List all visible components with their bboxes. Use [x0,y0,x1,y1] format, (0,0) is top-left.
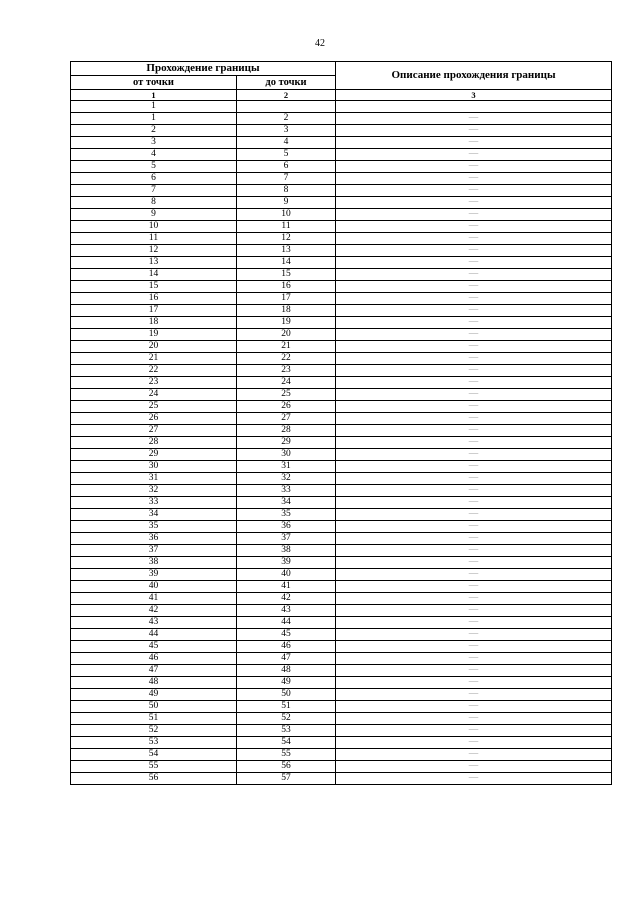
table-row [71,245,612,257]
table-row [71,533,612,545]
description-cell: — [336,353,612,365]
to-point-cell: 53 [237,725,336,737]
to-point-cell: 41 [237,581,336,593]
from-point-cell: 11 [71,233,237,245]
table-row [71,581,612,593]
description-cell: — [336,497,612,509]
from-point-cell: 38 [71,557,237,569]
from-point-cell: 7 [71,185,237,197]
to-point-cell: 43 [237,605,336,617]
table-row [71,497,612,509]
to-point-cell: 10 [237,209,336,221]
to-point-cell: 17 [237,293,336,305]
from-point-cell: 34 [71,509,237,521]
table-row [71,173,612,185]
description-cell: — [336,713,612,725]
header-from-point: от точки [71,76,237,90]
from-point-cell: 50 [71,701,237,713]
table-row [71,689,612,701]
from-point-cell: 36 [71,533,237,545]
description-cell: — [336,185,612,197]
table-row [71,113,612,125]
description-cell: — [336,281,612,293]
description-cell [336,101,612,113]
to-point-cell: 33 [237,485,336,497]
description-cell: — [336,365,612,377]
to-point-cell: 11 [237,221,336,233]
to-point-cell: 13 [237,245,336,257]
table-row [71,437,612,449]
table-row [71,773,612,785]
from-point-cell: 30 [71,461,237,473]
description-cell: — [336,425,612,437]
to-point-cell: 22 [237,353,336,365]
to-point-cell: 28 [237,425,336,437]
from-point-cell: 45 [71,641,237,653]
to-point-cell: 5 [237,149,336,161]
description-cell: — [336,485,612,497]
to-point-cell: 48 [237,665,336,677]
from-point-cell: 49 [71,689,237,701]
table-row [71,377,612,389]
from-point-cell: 37 [71,545,237,557]
description-cell: — [336,389,612,401]
table-row [71,749,612,761]
from-point-cell: 25 [71,401,237,413]
description-cell: — [336,257,612,269]
from-point-cell: 33 [71,497,237,509]
to-point-cell: 54 [237,737,336,749]
table-row [71,137,612,149]
to-point-cell: 7 [237,173,336,185]
from-point-cell: 9 [71,209,237,221]
from-point-cell: 18 [71,317,237,329]
to-point-cell: 36 [237,521,336,533]
table-row [71,509,612,521]
table-row [71,677,612,689]
from-point-cell: 24 [71,389,237,401]
to-point-cell: 32 [237,473,336,485]
description-cell: — [336,413,612,425]
table-row [71,521,612,533]
from-point-cell: 12 [71,245,237,257]
description-cell: — [336,209,612,221]
from-point-cell: 5 [71,161,237,173]
header-boundary-description: Описание прохождения границы [336,62,612,90]
description-cell: — [336,233,612,245]
from-point-cell: 52 [71,725,237,737]
from-point-cell: 20 [71,341,237,353]
table-row [71,665,612,677]
from-point-cell: 40 [71,581,237,593]
to-point-cell: 12 [237,233,336,245]
from-point-cell: 31 [71,473,237,485]
from-point-cell: 29 [71,449,237,461]
to-point-cell: 25 [237,389,336,401]
table-row [71,305,612,317]
table-row [71,761,612,773]
description-cell: — [336,149,612,161]
description-cell: — [336,245,612,257]
table-row [71,221,612,233]
description-cell: — [336,341,612,353]
to-point-cell: 49 [237,677,336,689]
to-point-cell: 20 [237,329,336,341]
description-cell: — [336,401,612,413]
description-cell: — [336,377,612,389]
description-cell: — [336,773,612,785]
table-body [71,101,612,785]
to-point-cell: 52 [237,713,336,725]
to-point-cell: 19 [237,317,336,329]
description-cell: — [336,557,612,569]
to-point-cell: 47 [237,653,336,665]
description-cell: — [336,641,612,653]
table-row [71,149,612,161]
to-point-cell: 50 [237,689,336,701]
from-point-cell: 2 [71,125,237,137]
column-number-row [71,90,612,101]
table-row [71,257,612,269]
table-row [71,425,612,437]
from-point-cell: 14 [71,269,237,281]
from-point-cell: 1 [71,101,237,113]
description-cell: — [336,221,612,233]
from-point-cell: 1 [71,113,237,125]
description-cell: — [336,317,612,329]
description-cell: — [336,449,612,461]
from-point-cell: 27 [71,425,237,437]
to-point-cell: 14 [237,257,336,269]
from-point-cell: 10 [71,221,237,233]
description-cell: — [336,545,612,557]
description-cell: — [336,677,612,689]
to-point-cell: 37 [237,533,336,545]
to-point-cell: 9 [237,197,336,209]
to-point-cell: 23 [237,365,336,377]
table-row [71,365,612,377]
from-point-cell: 39 [71,569,237,581]
table-row [71,593,612,605]
to-point-cell: 51 [237,701,336,713]
description-cell: — [336,329,612,341]
description-cell: — [336,437,612,449]
to-point-cell: 4 [237,137,336,149]
from-point-cell: 46 [71,653,237,665]
description-cell: — [336,137,612,149]
to-point-cell: 3 [237,125,336,137]
header-boundary-passage: Прохождение границы [71,62,336,76]
description-cell: — [336,161,612,173]
table-row [71,353,612,365]
to-point-cell: 39 [237,557,336,569]
from-point-cell: 47 [71,665,237,677]
description-cell: — [336,593,612,605]
column-number: 2 [237,90,336,101]
from-point-cell: 41 [71,593,237,605]
table-row [71,101,612,113]
description-cell: — [336,749,612,761]
from-point-cell: 35 [71,521,237,533]
table-row [71,341,612,353]
to-point-cell: 55 [237,749,336,761]
table-row [71,125,612,137]
from-point-cell: 4 [71,149,237,161]
table-row [71,185,612,197]
table-row [71,713,612,725]
boundary-table [70,61,612,785]
description-cell: — [336,125,612,137]
to-point-cell: 18 [237,305,336,317]
from-point-cell: 3 [71,137,237,149]
table-row [71,461,612,473]
description-cell: — [336,725,612,737]
from-point-cell: 15 [71,281,237,293]
from-point-cell: 13 [71,257,237,269]
from-point-cell: 19 [71,329,237,341]
from-point-cell: 16 [71,293,237,305]
description-cell: — [336,761,612,773]
description-cell: — [336,581,612,593]
description-cell: — [336,269,612,281]
to-point-cell: 34 [237,497,336,509]
table-row [71,629,612,641]
from-point-cell: 55 [71,761,237,773]
table-row [71,701,612,713]
description-cell: — [336,305,612,317]
from-point-cell: 28 [71,437,237,449]
to-point-cell: 24 [237,377,336,389]
to-point-cell: 8 [237,185,336,197]
from-point-cell: 8 [71,197,237,209]
to-point-cell: 40 [237,569,336,581]
to-point-cell [237,101,336,113]
table-row [71,389,612,401]
to-point-cell: 27 [237,413,336,425]
column-number: 1 [71,90,237,101]
page-number: 42 [315,38,325,49]
table-row [71,329,612,341]
description-cell: — [336,293,612,305]
description-cell: — [336,737,612,749]
description-cell: — [336,617,612,629]
from-point-cell: 26 [71,413,237,425]
to-point-cell: 57 [237,773,336,785]
from-point-cell: 44 [71,629,237,641]
to-point-cell: 42 [237,593,336,605]
description-cell: — [336,629,612,641]
from-point-cell: 56 [71,773,237,785]
table-row [71,197,612,209]
table-row [71,413,612,425]
description-cell: — [336,701,612,713]
from-point-cell: 32 [71,485,237,497]
table-row [71,281,612,293]
table-row [71,161,612,173]
to-point-cell: 15 [237,269,336,281]
from-point-cell: 48 [71,677,237,689]
to-point-cell: 29 [237,437,336,449]
table-row [71,653,612,665]
description-cell: — [336,509,612,521]
table-row [71,485,612,497]
table-row [71,737,612,749]
description-cell: — [336,473,612,485]
description-cell: — [336,689,612,701]
to-point-cell: 46 [237,641,336,653]
description-cell: — [336,605,612,617]
table-row [71,209,612,221]
table-row [71,473,612,485]
table-row [71,545,612,557]
description-cell: — [336,521,612,533]
to-point-cell: 44 [237,617,336,629]
table-row [71,317,612,329]
description-cell: — [336,569,612,581]
table-row [71,269,612,281]
to-point-cell: 56 [237,761,336,773]
to-point-cell: 26 [237,401,336,413]
table-row [71,641,612,653]
description-cell: — [336,197,612,209]
to-point-cell: 6 [237,161,336,173]
to-point-cell: 30 [237,449,336,461]
to-point-cell: 38 [237,545,336,557]
from-point-cell: 23 [71,377,237,389]
description-cell: — [336,461,612,473]
table-row [71,401,612,413]
to-point-cell: 35 [237,509,336,521]
to-point-cell: 16 [237,281,336,293]
to-point-cell: 21 [237,341,336,353]
description-cell: — [336,173,612,185]
table-row [71,617,612,629]
table-row [71,605,612,617]
from-point-cell: 51 [71,713,237,725]
from-point-cell: 21 [71,353,237,365]
from-point-cell: 43 [71,617,237,629]
to-point-cell: 31 [237,461,336,473]
column-number: 3 [336,90,612,101]
from-point-cell: 53 [71,737,237,749]
from-point-cell: 22 [71,365,237,377]
description-cell: — [336,653,612,665]
from-point-cell: 42 [71,605,237,617]
table-row [71,557,612,569]
header-to-point: до точки [237,76,336,90]
table-row [71,293,612,305]
from-point-cell: 6 [71,173,237,185]
table-row [71,725,612,737]
description-cell: — [336,665,612,677]
table-row [71,569,612,581]
description-cell: — [336,533,612,545]
to-point-cell: 45 [237,629,336,641]
from-point-cell: 54 [71,749,237,761]
from-point-cell: 17 [71,305,237,317]
description-cell: — [336,113,612,125]
to-point-cell: 2 [237,113,336,125]
table-row [71,449,612,461]
table-row [71,233,612,245]
